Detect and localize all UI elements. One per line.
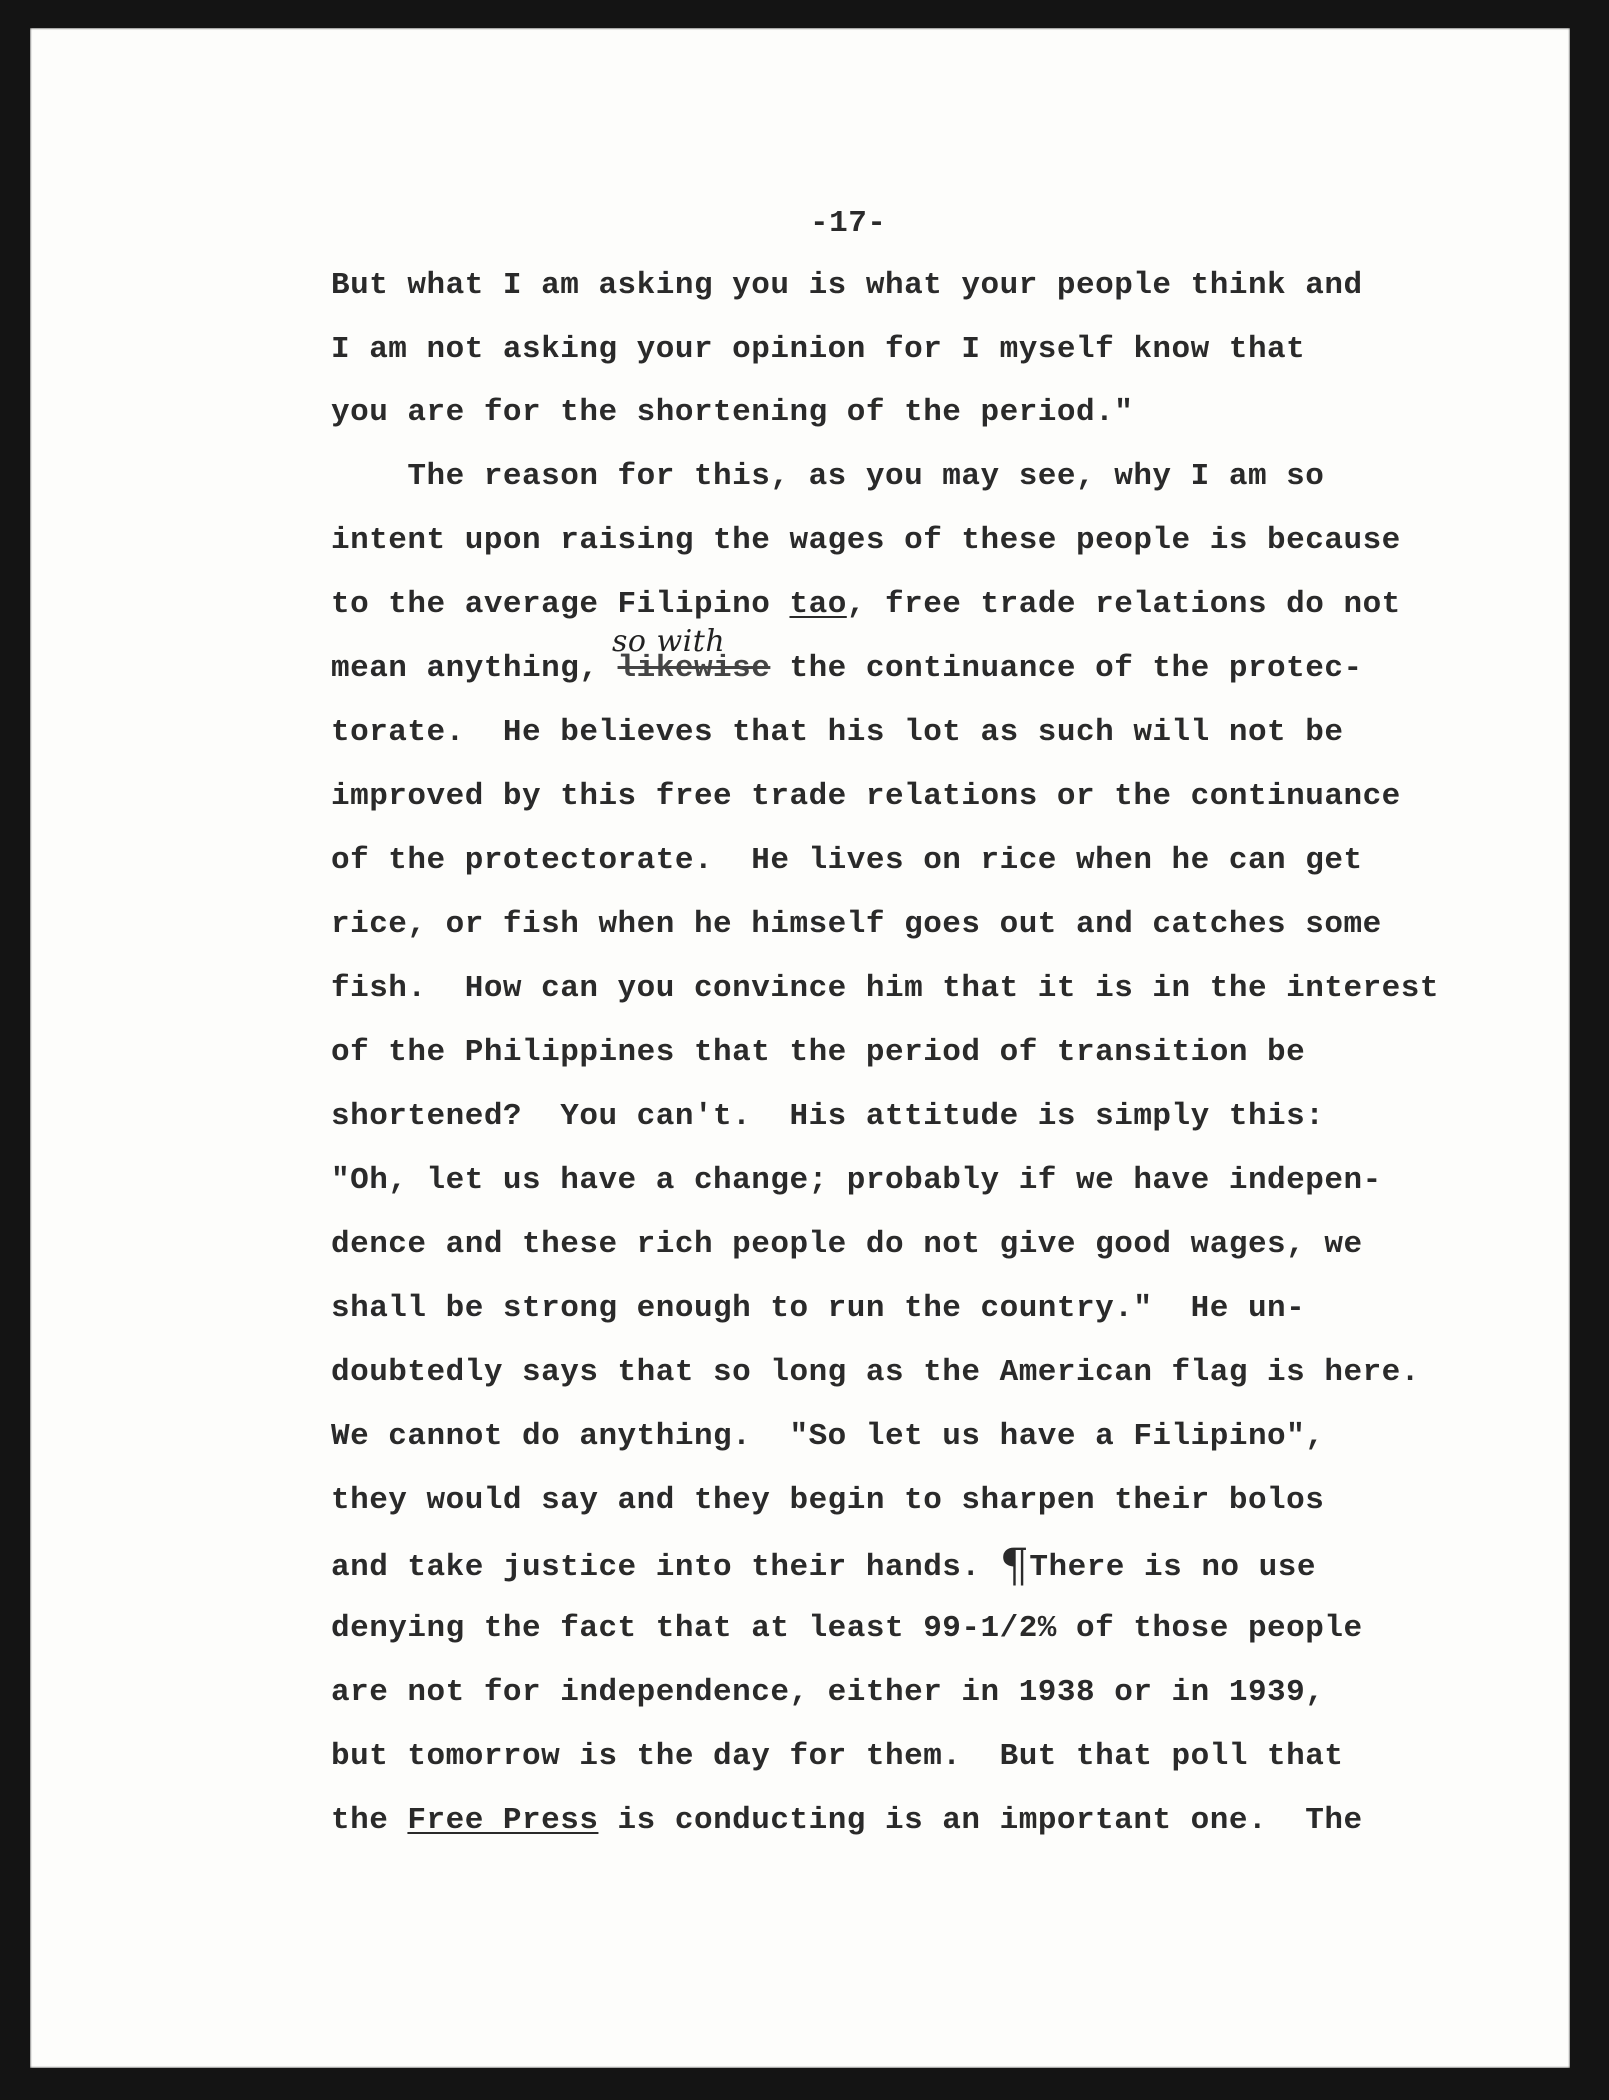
text-line-7-end: the continuance of the protec-	[770, 651, 1363, 686]
underlined-title-free-press: Free Press	[407, 1803, 599, 1838]
text-line-24: but tomorrow is the day for them. But that poll that	[331, 1739, 1344, 1774]
paragraph-mark-icon: ¶	[999, 1538, 1030, 1592]
text-line-19: We cannot do anything. "So let us have a Filipino",	[331, 1419, 1325, 1454]
text-line-15: "Oh, let us have a change; probably if we have indepen-	[331, 1163, 1382, 1198]
text-line-20: they would say and they begin to sharpen their bolos	[331, 1483, 1325, 1518]
text-line-13: of the Philippines that the period of transition be	[331, 1035, 1306, 1070]
text-line-11: rice, or fish when he himself goes out and catches some	[331, 907, 1382, 942]
text-line-18: doubtedly says that so long as the American flag is here.	[331, 1355, 1420, 1390]
text-line-8: torate. He believes that his lot as such will not be	[331, 715, 1344, 750]
text-line-25	[331, 1803, 1363, 1839]
text-line-21-end: There is no use	[1029, 1550, 1316, 1585]
text-line-7	[331, 651, 1363, 687]
text-line-17: shall be strong enough to run the country." He un-	[331, 1291, 1306, 1326]
text-line-9: improved by this free trade relations or the continuance	[331, 779, 1401, 814]
text-line-1: But what I am asking you is what your people think and	[331, 268, 1363, 303]
text-line-14: shortened? You can't. His attitude is simply this:	[331, 1099, 1325, 1134]
underlined-word-tao: tao	[789, 587, 847, 622]
page-number: -17-	[810, 206, 887, 241]
handwritten-insertion: so with	[612, 624, 726, 659]
text-line-7-start: mean anything,	[331, 651, 618, 686]
text-line-4: The reason for this, as you may see, why I am so	[331, 459, 1325, 494]
text-line-25-end: is conducting is an important one. The	[598, 1803, 1363, 1838]
text-line-22: denying the fact that at least 99-1/2% of those people	[331, 1611, 1363, 1646]
text-line-21	[331, 1538, 1316, 1592]
struck-word: likewise	[617, 651, 771, 686]
text-line-10: of the protectorate. He lives on rice when he can get	[331, 843, 1363, 878]
text-line-6-start: to the average Filipino	[331, 587, 790, 622]
text-line-6	[331, 587, 1401, 623]
text-line-3: you are for the shortening of the period."	[331, 395, 1134, 430]
text-line-12: fish. How can you convince him that it is in the interest	[331, 971, 1439, 1006]
text-line-6-end: , free trade relations do not	[846, 587, 1401, 622]
text-line-2: I am not asking your opinion for I myself know that	[331, 332, 1306, 367]
text-line-25-start: the	[331, 1803, 408, 1838]
text-line-16: dence and these rich people do not give good wages, we	[331, 1227, 1363, 1262]
text-line-23: are not for independence, either in 1938 or in 1939,	[331, 1675, 1325, 1710]
text-line-5: intent upon raising the wages of these people is because	[331, 523, 1401, 558]
text-line-21-start: and take justice into their hands.	[331, 1550, 1000, 1585]
